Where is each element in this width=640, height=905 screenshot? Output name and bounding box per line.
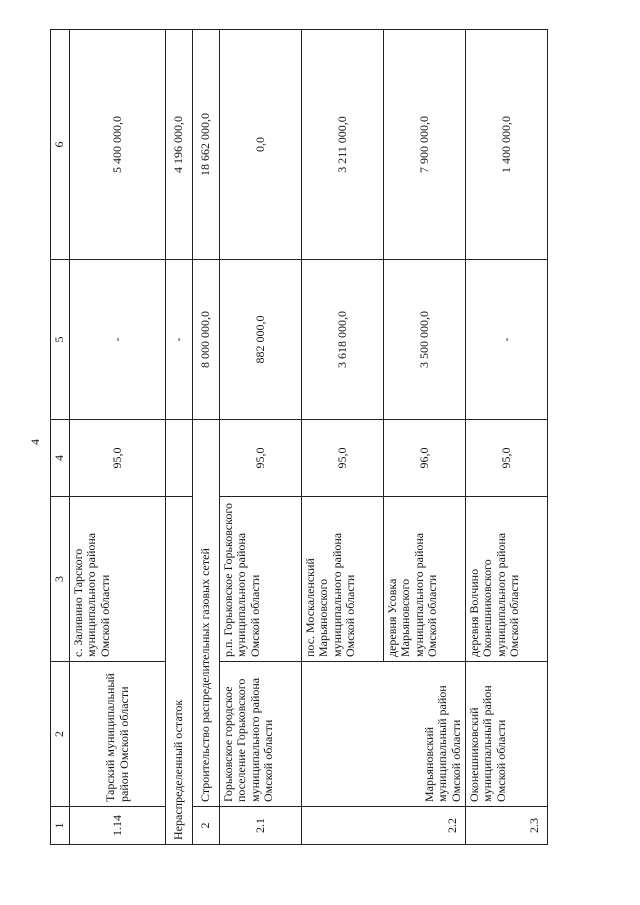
header-cell: 5 <box>51 260 70 420</box>
table-row <box>466 30 548 845</box>
settlement-cell: деревня Волчино Оконешниковского муниципального района Омской области <box>466 497 548 662</box>
value-cell: 4 196 000,0 <box>166 30 193 260</box>
unallocated-label: Нераспределенный остаток <box>166 497 193 845</box>
value-cell: 1 400 000,0 <box>466 30 548 260</box>
value-cell: 95,0 <box>70 420 166 497</box>
district-cell: Марьяновский муниципальный район Омской области <box>302 662 466 807</box>
settlement-cell: пос. Москаленский Марьяновского муниципального района Омской области <box>302 497 384 662</box>
budget-allocation-table <box>50 29 548 845</box>
table-row-unallocated <box>166 30 193 845</box>
row-number: 2.3 <box>466 807 548 845</box>
value-cell: - <box>166 260 193 420</box>
value-cell: - <box>466 260 548 420</box>
value-cell: 95,0 <box>302 420 384 497</box>
header-cell: 4 <box>51 420 70 497</box>
header-cell: 3 <box>51 497 70 662</box>
empty-cell <box>166 420 193 497</box>
value-cell: 95,0 <box>466 420 548 497</box>
value-cell: 5 400 000,0 <box>70 30 166 260</box>
header-cell: 1 <box>51 807 70 845</box>
settlement-cell: р.п. Горьковское Горьковского муниципального района Омской области <box>220 497 302 662</box>
value-cell: 18 662 000,0 <box>193 30 220 260</box>
header-cell: 6 <box>51 30 70 260</box>
district-cell: Оконешниковский муниципальный район Омской области <box>466 662 548 807</box>
settlement-cell: с. Заливино Тарского муниципального района Омской области <box>70 497 166 662</box>
table-row-section <box>193 30 220 845</box>
table-row <box>302 30 384 845</box>
settlement-cell: деревня Усовка Марьяновского муниципального района Омской области <box>384 497 466 662</box>
value-cell: 8 000 000,0 <box>193 260 220 420</box>
value-cell: 0,0 <box>220 30 302 260</box>
section-label: Строительство распределительных газовых сетей <box>193 420 220 807</box>
value-cell: 882 000,0 <box>220 260 302 420</box>
table-row <box>220 30 302 845</box>
row-number: 2.1 <box>220 807 302 845</box>
value-cell: - <box>70 260 166 420</box>
page-number: 4 <box>28 439 42 445</box>
value-cell: 96,0 <box>384 420 466 497</box>
district-cell: Горьковское городское поселение Горьковского муниципального района Омской области <box>220 662 302 807</box>
district-cell: Тарский муниципальный район Омской области <box>70 662 166 807</box>
header-cell: 2 <box>51 662 70 807</box>
column-number-header <box>51 30 70 845</box>
value-cell: 3 618 000,0 <box>302 260 384 420</box>
rotated-table-container <box>28 30 600 845</box>
value-cell: 95,0 <box>220 420 302 497</box>
value-cell: 7 900 000,0 <box>384 30 466 260</box>
table-row <box>70 30 166 845</box>
row-number: 2.2 <box>302 807 466 845</box>
row-number: 2 <box>193 807 220 845</box>
value-cell: 3 211 000,0 <box>302 30 384 260</box>
row-number: 1.14 <box>70 807 166 845</box>
value-cell: 3 500 000,0 <box>384 260 466 420</box>
